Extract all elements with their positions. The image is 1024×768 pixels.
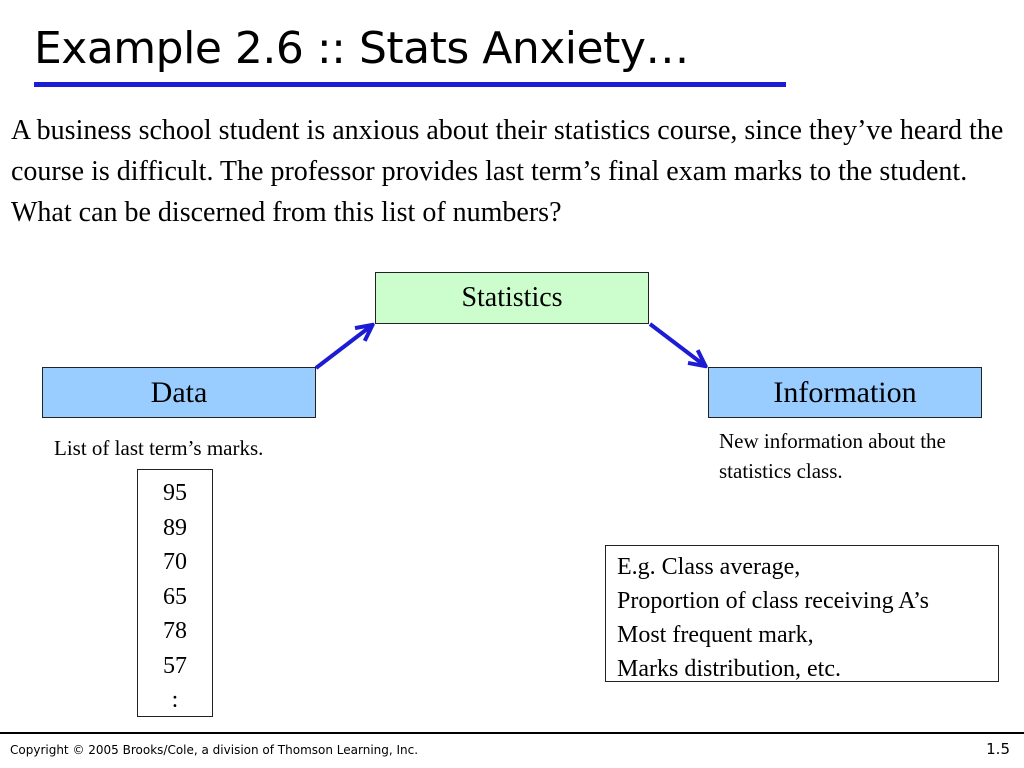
mark-value: 89	[163, 514, 187, 541]
example-line: Marks distribution, etc.	[617, 656, 841, 682]
mark-value: 57	[163, 652, 187, 679]
mark-value: 65	[163, 583, 187, 610]
footer-divider	[0, 732, 1024, 734]
page-number: 1.5	[986, 740, 1010, 758]
example-line: Proportion of class receiving A’s	[617, 588, 929, 614]
information-box: Information	[708, 367, 982, 418]
example-line: E.g. Class average,	[617, 554, 801, 580]
example-line: Most frequent mark,	[617, 622, 814, 648]
data-caption: List of last term’s marks.	[54, 436, 264, 460]
copyright-text: Copyright © 2005 Brooks/Cole, a division of Thomson Learning, Inc.	[10, 743, 419, 757]
arrow-data-to-statistics	[316, 326, 371, 368]
mark-value: 78	[163, 618, 187, 644]
statistics-box: Statistics	[375, 272, 649, 324]
marks-list	[137, 469, 213, 717]
slide-title: Example 2.6 :: Stats Anxiety…	[34, 23, 689, 74]
arrow-statistics-to-information	[650, 324, 704, 365]
mark-ellipsis: :	[171, 687, 179, 713]
information-caption: New information about the statistics class.	[719, 429, 946, 483]
data-box: Data	[42, 367, 316, 418]
mark-value: 70	[163, 549, 187, 575]
intro-paragraph: A business school student is anxious about their statistics course, since they’ve heard the course is difficult. The professor provides last term’s final exam marks to the student. What can be discerned from this list of numbers?	[11, 115, 1004, 228]
examples-box	[605, 545, 999, 682]
mark-value: 95	[163, 480, 187, 506]
